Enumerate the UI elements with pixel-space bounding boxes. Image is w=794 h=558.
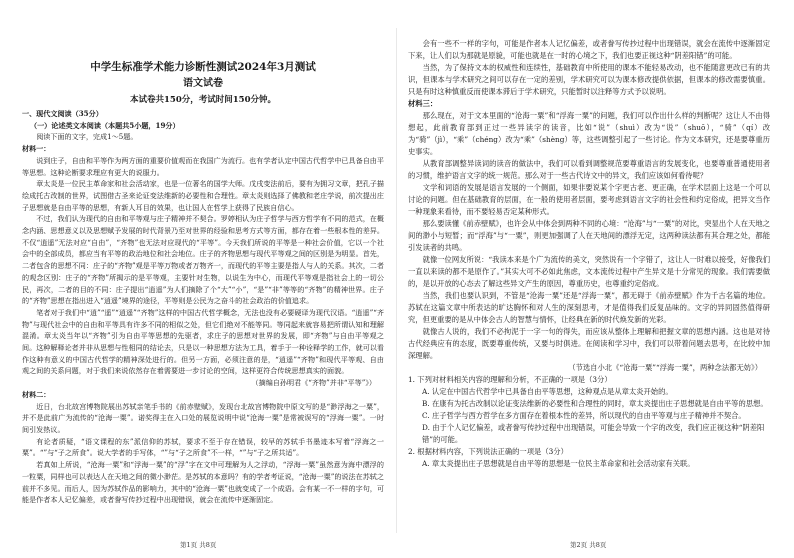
material-2-paragraph: 近日，台北故宫博物院展出苏轼亲笔手书的《前赤壁赋》，发现台北故宫博物院中原文写的是“渺浮海之一粟”，并不是此前广为流传的“沧海一粟”。诺奖得主在入口处的展览说明中说“沧海一粟”是常被误写的“浮海一粟”。一时间引发热议。 bbox=[22, 401, 384, 434]
page-footer-left: 第1页 共8页 bbox=[180, 541, 217, 549]
material-2-continued: 当然，为了保持文本的权威性和连续性，基础教育中所使用的课本不能轻易改动，也不能随意更改已有的共识，但课本与学术研究之间可以存在一定的差别，学术研究可以为课本修改提供依据，但课本的修改需要慎重。只是有时这种慎重反而使课本滞后于学术研究，只能暂时以注释等方式予以说明。 bbox=[408, 63, 770, 96]
material-3-paragraph: 就像一位网友所说：“我读本来是个广为流传的美文，突然说有一个字错了，这让人一时难以接受，好像我们一直以来读的都不是原作了。”其实大可不必如此焦虑，文本流传过程中产生异文是十分常见的现象。我们需要做的，是以开放的心态去了解这些异文产生的原因，尊重历史，也尊重约定俗成。 bbox=[408, 255, 770, 288]
question-1-option-d: D. 由于个人记忆偏差，或者誊写传抄过程中出现错误，可能会导致一个字的改变，我们应正视这种“阴差阳错”的可能。 bbox=[422, 423, 765, 444]
question-1-option-c: C. 庄子哲学与西方哲学在多方面存在着根本性的差异，所以现代的自由平等观与庄子精神并不契合。 bbox=[422, 411, 746, 420]
exam-title: 中学生标准学术能力诊断性测试2024年3月测试 bbox=[90, 61, 316, 73]
right-column bbox=[408, 38, 770, 470]
material-2-paragraph: 若真如上所说，“沧海一粟”和“浮海一粟”的“浮”字在文中可理解为人之浮动，“浮海一粟”虽然意为海中漂浮的一粒粟，同样也可以表达人在天地之间的微小渺茫。是苏轼的本意吗？有的学者考证说，“沧海一粟”的说法在苏轼之前并不多见。而后人，因为苏轼作品的影响力，其中的“沧海一粟”也就变成了一个成语。会有某一不一样的字句，可能是作者本人记忆偏差，或者誊写传抄过程中出现错误，就会在流传中逐渐固定。 bbox=[22, 460, 384, 505]
subsection-heading: （一）论述类文本阅读（本题共5小题，19分） bbox=[30, 120, 180, 130]
material-1-source: （摘编自孙明君《“齐物”并非“平等”》） bbox=[251, 378, 376, 388]
question-1: 1. 下列对材料相关内容的理解和分析，不正确的一项是（3分） bbox=[408, 375, 612, 384]
material-3-paragraph: 文学和词语的发展是语言发展的一个侧面，如果非要说某个字更古老、更正确，在学术层面上这是一个可以讨论的问题。但在基础教育的层面，在一般的使用者层面，要考虑到语言文字的社会性和约定俗成，把异文当作一种现象来看待，而不要轻易否定某种形式。 bbox=[408, 183, 770, 216]
question-1-option-a: A. 认定在中国古代哲学中已具备自由平等思想，这种观点是从章太炎开始的。 bbox=[422, 387, 673, 396]
material-2-continued: 会有一些不一样的字句，可能是作者本人记忆偏差，或者誊写传抄过程中出现错误，就会在流传中逐渐固定下来，让人们以为那就是原貌，可能也就是在一时的心境之下，我们也要正视这种“阴差阳错”的可能。 bbox=[408, 39, 770, 60]
instruction-text: 阅读下面的文字，完成1～5题。 bbox=[36, 132, 138, 142]
material-3-label: 材料三： bbox=[408, 99, 438, 108]
material-1-label: 材料一： bbox=[22, 144, 51, 154]
page-footer-right: 第2页 共8页 bbox=[570, 541, 607, 549]
left-column bbox=[22, 38, 384, 506]
question-2: 2. 根据材料内容，下列说法正确的一项是（3分） bbox=[408, 447, 568, 456]
material-1-paragraph: 章太炎是一位民主革命家和社会活动家，也是一位著名的国学大师。戊戌变法前后，要有为拥习文章，把孔子描绘成托古改制的世界，试图借古圣来论证变法维新的必要性和合理性。章太炎则选择了佛教和老庄学说，前次提出庄子思想就是自由平等的思想，有新人耳目的效果，也让国人在哲学上获得了民族自信心。 bbox=[22, 179, 384, 212]
section-heading: 一、现代文阅读（35分） bbox=[22, 109, 103, 118]
material-3-paragraph: 就像古人说的，我们不必拘泥于一字一句的得失，而应该从整体上理解和把握文章的思想内涵。这也是对待古代经典应有的态度，既要尊重传统，又要与时俱进。在阅读和学习中，我们可以带着问题去思考，在比较中加深理解。 bbox=[408, 327, 770, 360]
question-1-option-b: B. 在康有为托古改制以论证变法维新的必要性和合理性的同时，章太炎提出庄子思想就是自由平等的思想。 bbox=[422, 399, 768, 408]
exam-subtitle: 语文试卷 bbox=[183, 78, 223, 89]
material-3-paragraph: 当然，我们也要认识到，不管是“沧海一粟”还是“浮海一粟”，都无碍于《前赤壁赋》作为千古名篇的地位。苏轼在这篇文章中所表达的旷达胸怀和对人生的深刻思考，才是值得我们反复品味的。文字的异同固然值得研究，但更重要的是从中体会古人的智慧与情怀，让经典在新的时代焕发新的光彩。 bbox=[408, 291, 770, 324]
material-3-paragraph: 那么现在，对于文本里面的“沧海一粟”和“浮海一粟”的问题，我们可以作出什么样的判断呢？这让人不由得想起，此前教育部到正过一些异读字的读音，比如“说”（shuì）改为“说”（shuō），“骑”（qí）改为“骑”（jì），“乘”（chéng）改为“乘”（shèng）等，这些调整引起了一些讨论。作为文本研究，还是要尊重历史事实。 bbox=[408, 111, 770, 156]
material-1-paragraph: 笔者对于我们中“逍”“遥”“逍遥”“齐物”这样的中国古代哲学概念，无法也没有必要硬译为现代汉语。“逍遥”“齐物”与现代社会中的自由和平等具有许多不同的相似之处，但它们绝对不能等同。等同起来就容易把所谓认知和理解混淆。章太炎当年以“齐物”引为自由平等思想的先驱者，求庄子的思想对世界的发展，即“齐物”与自由平等观之间。这种解释论者并非从思想与性相同的结论去，只是以一种思想方法为工具，着手于一种诠释学的工作，就可以看作这种有意义的中国古代哲学的精神深处进行的。但另一方面，必须注意的是，“逍遥”“齐物”和现代平等观、自由观之间的关系问题，对于我们来说依然存在着需要进一步讨论的空间，这样更符合传统思想真实的面貌。 bbox=[22, 307, 384, 376]
question-2-option-a: A. 章太炎提出庄子思想就是自由平等的思想是一位民主革命家和社会活动家有关联。 bbox=[422, 459, 695, 468]
column-divider bbox=[396, 28, 397, 533]
material-3-source: （节选自小北《“沧海一粟”“浮海一粟”，两种念法都无妨》） bbox=[568, 363, 762, 372]
material-3-paragraph: 那么要读懂《前赤壁赋》，也许会从中体会到两种不同的心境：“沧海”与“一粟”的对比，突显出个人在天地之间的渺小与短暂；而“浮海”与“一粟”，则更加强调了人在天地间的漂浮无定，这两种读法都有其合理之处，都能引发读者的共鸣。 bbox=[408, 219, 770, 252]
material-2-paragraph: 有论者质疑，“语文课程的东”派信仰的苏轼，要求不至于存在错误，较早的苏轼手书墨迹本写着“浮海之一粟”。“”与“子之所食”。说大学者的手写体，“”与“子之所食”不一样，“”与“子之所共适”。 bbox=[22, 436, 384, 458]
material-1-paragraph: 不过，我们认为现代的自由和平等观与庄子精神并不契合。罗婷相认为庄子哲学与西方哲学有不同的范式，在概念内涵、思想意义以及思想赋予发展的时代背景乃至对世界的经验和思考方式等方面，都存在着一些根本性的差异。不仅“逍遥”无法对应“自由”，“齐物”也无法对应现代的“平等”。今天我们所说的平等是一种社会价值，它以一个社会中的全部成员，都应当有平等的政治地位和社会地位。庄子的齐物思想与现代平等观之间的区别是为明显。首先，二者包含的思想不同：庄子的“齐物”观是平等万物或者万物齐一，而现代的平等主要是指人与人的关系。其次，二者的观念区别：庄子的“齐物”所揭示的是平等观，主要针对生物，以说生为中心，而现代平等观是指社会上的一切公民，再次，二者的目的不同：庄子提出“逍遥”为人们摘除了个“大”“小”，“是”“非”等等的“齐物”的精神世界。庄子的“齐物”思想在指出进入“逍遥”境界的途径，平等则是公民为之奋斗的社会政治的价值追求。 bbox=[22, 214, 384, 306]
material-1-paragraph: 说到庄子，自由和平等作为两方面的重要价值观而在我国广为流行。也有学者认定中国古代哲学中已具备自由平等思想。这种论断要求理应有更大的说服力。 bbox=[22, 155, 384, 177]
exam-meta: 本试卷共150分，考试时间150分钟。 bbox=[130, 95, 276, 105]
material-3-paragraph: 从教育部调整异读词的读音的做法中，我们可以看到调整规范要尊重语言的发展变化，也要尊重普通使用者的习惯，维护语言文字的统一规范。那么对于一些古代诗文中的异文，我们应该如何看待呢？ bbox=[408, 159, 770, 180]
material-2-label: 材料二： bbox=[22, 389, 51, 399]
